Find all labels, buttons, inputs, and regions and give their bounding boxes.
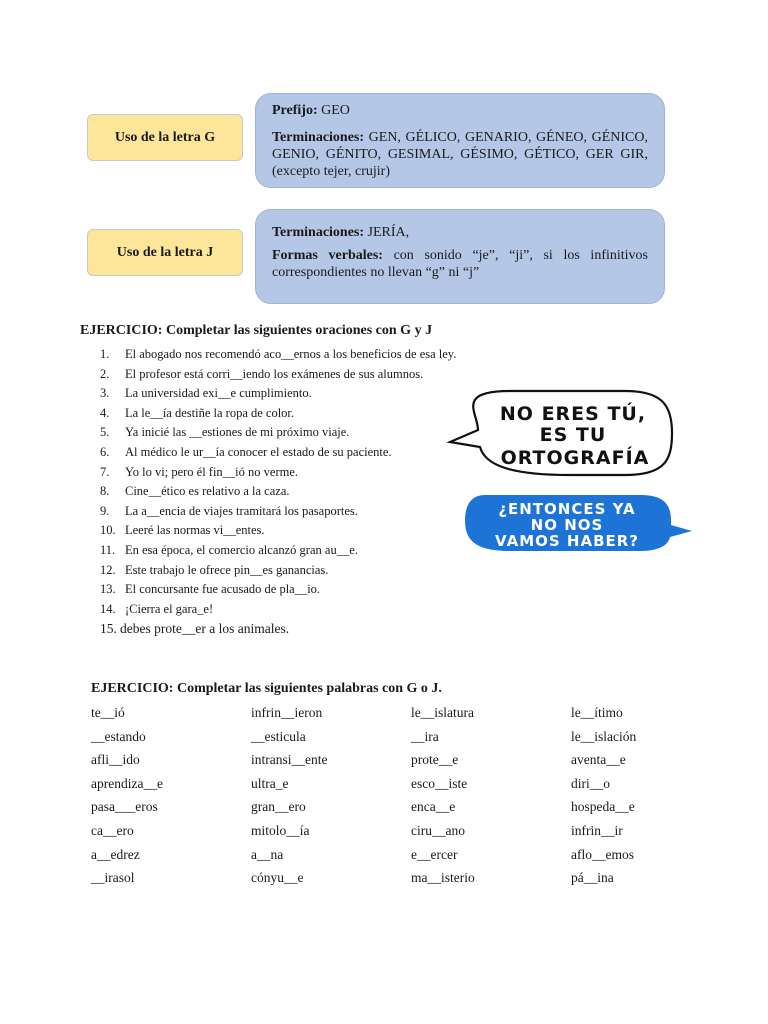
- bubble-bottom-line-2: NO NOS: [530, 516, 604, 534]
- exercise2-word: enca__e: [411, 799, 456, 815]
- exercise2-word: hospeda__e: [571, 799, 635, 815]
- exercise2-word: afli__ido: [91, 752, 140, 768]
- exercise1-item: [100, 404, 480, 424]
- rule-label-j: Uso de la letra J: [87, 229, 243, 276]
- rule-box-g: [255, 93, 665, 188]
- exercise2-word: __estando: [91, 728, 146, 744]
- exercise1-item-number: 14.: [100, 601, 116, 616]
- exercise2-word: infrin__ir: [571, 822, 623, 838]
- exercise1-item-text: El concursante fue acusado de pla__io.: [125, 582, 321, 597]
- exercise1-item-number: 6.: [100, 444, 110, 459]
- exercise2-word: a__edrez: [91, 846, 140, 862]
- exercise1-item: [100, 482, 480, 502]
- exercise2-word: ca__ero: [91, 822, 134, 838]
- exercise2-word: le__ítimo: [571, 705, 623, 720]
- exercise2-word: pasa___eros: [91, 799, 158, 815]
- exercise1-item-number: 3.: [100, 386, 110, 401]
- exercise1-item-text: La le__ía destiñe la ropa de color.: [125, 405, 295, 420]
- exercise1-item-text: La universidad exi__e cumplimiento.: [125, 386, 312, 401]
- exercise2-word: le__islación: [571, 728, 637, 744]
- bubble-top-line-2: ES TU: [539, 424, 607, 446]
- exercise1-item-number: 1.: [100, 347, 110, 361]
- exercise1-item: [100, 521, 480, 541]
- exercise1-item-number: 8.: [100, 484, 110, 499]
- exercise1-item: [100, 561, 480, 581]
- exercise1-item-text: Leeré las normas vi__entes.: [125, 523, 265, 538]
- exercise1-item-number: 12.: [100, 562, 116, 577]
- exercise1-item-text: Ya inicié las __estiones de mi próximo viaje.: [125, 425, 350, 440]
- rule-box-j: [255, 209, 665, 304]
- exercise1-item: [100, 619, 480, 639]
- exercise2-word: le__islatura: [411, 705, 474, 720]
- exercise2-word: esco__iste: [411, 775, 468, 791]
- exercise1-item-text: Cine__ético es relativo a la caza.: [125, 484, 290, 499]
- exercise2-word: ciru__ano: [411, 822, 465, 838]
- exercise1-item: [100, 365, 480, 385]
- exercise1-item-number: 9.: [100, 503, 110, 518]
- exercise2-word: te__ió: [91, 705, 125, 720]
- exercise1-item: [100, 384, 480, 404]
- rule-j-endings: Terminaciones: JERÍA,: [272, 225, 410, 240]
- exercise1-item-number: 4.: [100, 405, 110, 420]
- exercise2-word: cónyu__e: [251, 870, 304, 886]
- exercise1-item: [100, 580, 480, 600]
- exercise2-word: prote__e: [411, 752, 459, 768]
- speech-bubbles-illustration: [440, 385, 695, 555]
- exercise1-item: [100, 463, 480, 483]
- exercise2-word: a__na: [251, 846, 284, 862]
- exercise2-word: __esticula: [251, 728, 306, 744]
- exercise1-item: [100, 502, 480, 522]
- exercise1-item: [100, 541, 480, 561]
- exercise2-word: mitolo__ía: [251, 822, 310, 838]
- exercise1-item: [100, 423, 480, 443]
- rule-g-endings: Terminaciones: GEN, GÉLICO, GENARIO, GÉNEO, GÉNICO, GENIO, GÉNITO, GESIMAL, GÉSIMO, GÉTICO, GER GIR, (excepto tejer, crujir): [272, 130, 648, 179]
- exercise2-word: diri__o: [571, 775, 610, 791]
- exercise1-item: [100, 443, 480, 463]
- exercise2-word-grid: [91, 701, 721, 890]
- exercise1-item-text: En esa época, el comercio alcanzó gran au__e.: [125, 542, 358, 557]
- exercise1-item-text: El profesor está corri__iendo los exámenes de sus alumnos.: [125, 366, 424, 381]
- bubble-bottom-line-3: VAMOS HABER?: [495, 532, 639, 550]
- exercise2-word: ultra_e: [251, 775, 289, 791]
- rule-g-prefix: Prefijo: GEO: [272, 103, 350, 118]
- exercise1-item-number: 2.: [100, 366, 110, 381]
- exercise1-item-text: Este trabajo le ofrece pin__es ganancias.: [125, 562, 329, 577]
- exercise1-item-text: La a__encia de viajes tramitará los pasaportes.: [125, 503, 358, 518]
- exercise1-item-number: 13.: [100, 582, 116, 597]
- exercise1-item-text: debes prote__er a los animales.: [120, 621, 290, 637]
- exercise2-word: e__ercer: [411, 846, 458, 862]
- exercise1-item-number: 5.: [100, 425, 110, 440]
- exercise2-word: aprendiza__e: [91, 775, 163, 791]
- exercise1-item-text: Al médico le ur__ía conocer el estado de su paciente.: [125, 444, 392, 459]
- exercise1-item-number: 10.: [100, 523, 116, 538]
- exercise1-item: [100, 600, 480, 620]
- exercise1-item-text: ¡Cierra el gara_e!: [125, 601, 214, 616]
- exercise2-word: __irasol: [91, 870, 135, 886]
- rule-label-g: Uso de la letra G: [87, 114, 243, 161]
- exercise2-word: intransi__ente: [251, 752, 328, 768]
- exercise1-title: EJERCICIO: Completar las siguientes oraciones con G y J: [80, 323, 433, 338]
- exercise2-word: ma__isterio: [411, 870, 475, 886]
- exercise2-word: aflo__emos: [571, 846, 634, 862]
- exercise1-item-text: Yo lo vi; pero él fin__ió no verme.: [125, 464, 299, 479]
- exercise1-list: [100, 345, 480, 639]
- exercise2-word: gran__ero: [251, 799, 306, 815]
- exercise2-word: infrin__ieron: [251, 705, 323, 720]
- exercise2-word: __ira: [411, 728, 439, 744]
- exercise1-item-number: 7.: [100, 464, 110, 479]
- bubble-top-line-1: NO ERES TÚ,: [499, 403, 647, 425]
- exercise2-title: EJERCICIO: Completar las siguientes palabras con G o J.: [91, 681, 442, 696]
- exercise1-item: [100, 345, 480, 365]
- bubble-top-line-3: ORTOGRAFÍA: [500, 447, 650, 469]
- exercise2-word: aventa__e: [571, 752, 626, 768]
- rule-j-verbs: Formas verbales: con sonido “je”, “ji”, si los infinitivos correspondientes no llevan “g” ni “j”: [272, 248, 648, 280]
- bubble-bottom-line-1: ¿ENTONCES YA: [498, 500, 636, 518]
- exercise1-item-number: 15.: [100, 621, 117, 637]
- exercise1-item-number: 11.: [100, 542, 116, 557]
- exercise2-word: pá__ina: [571, 870, 614, 886]
- exercise1-item-text: El abogado nos recomendó aco__ernos a los beneficios de esa ley.: [125, 347, 457, 361]
